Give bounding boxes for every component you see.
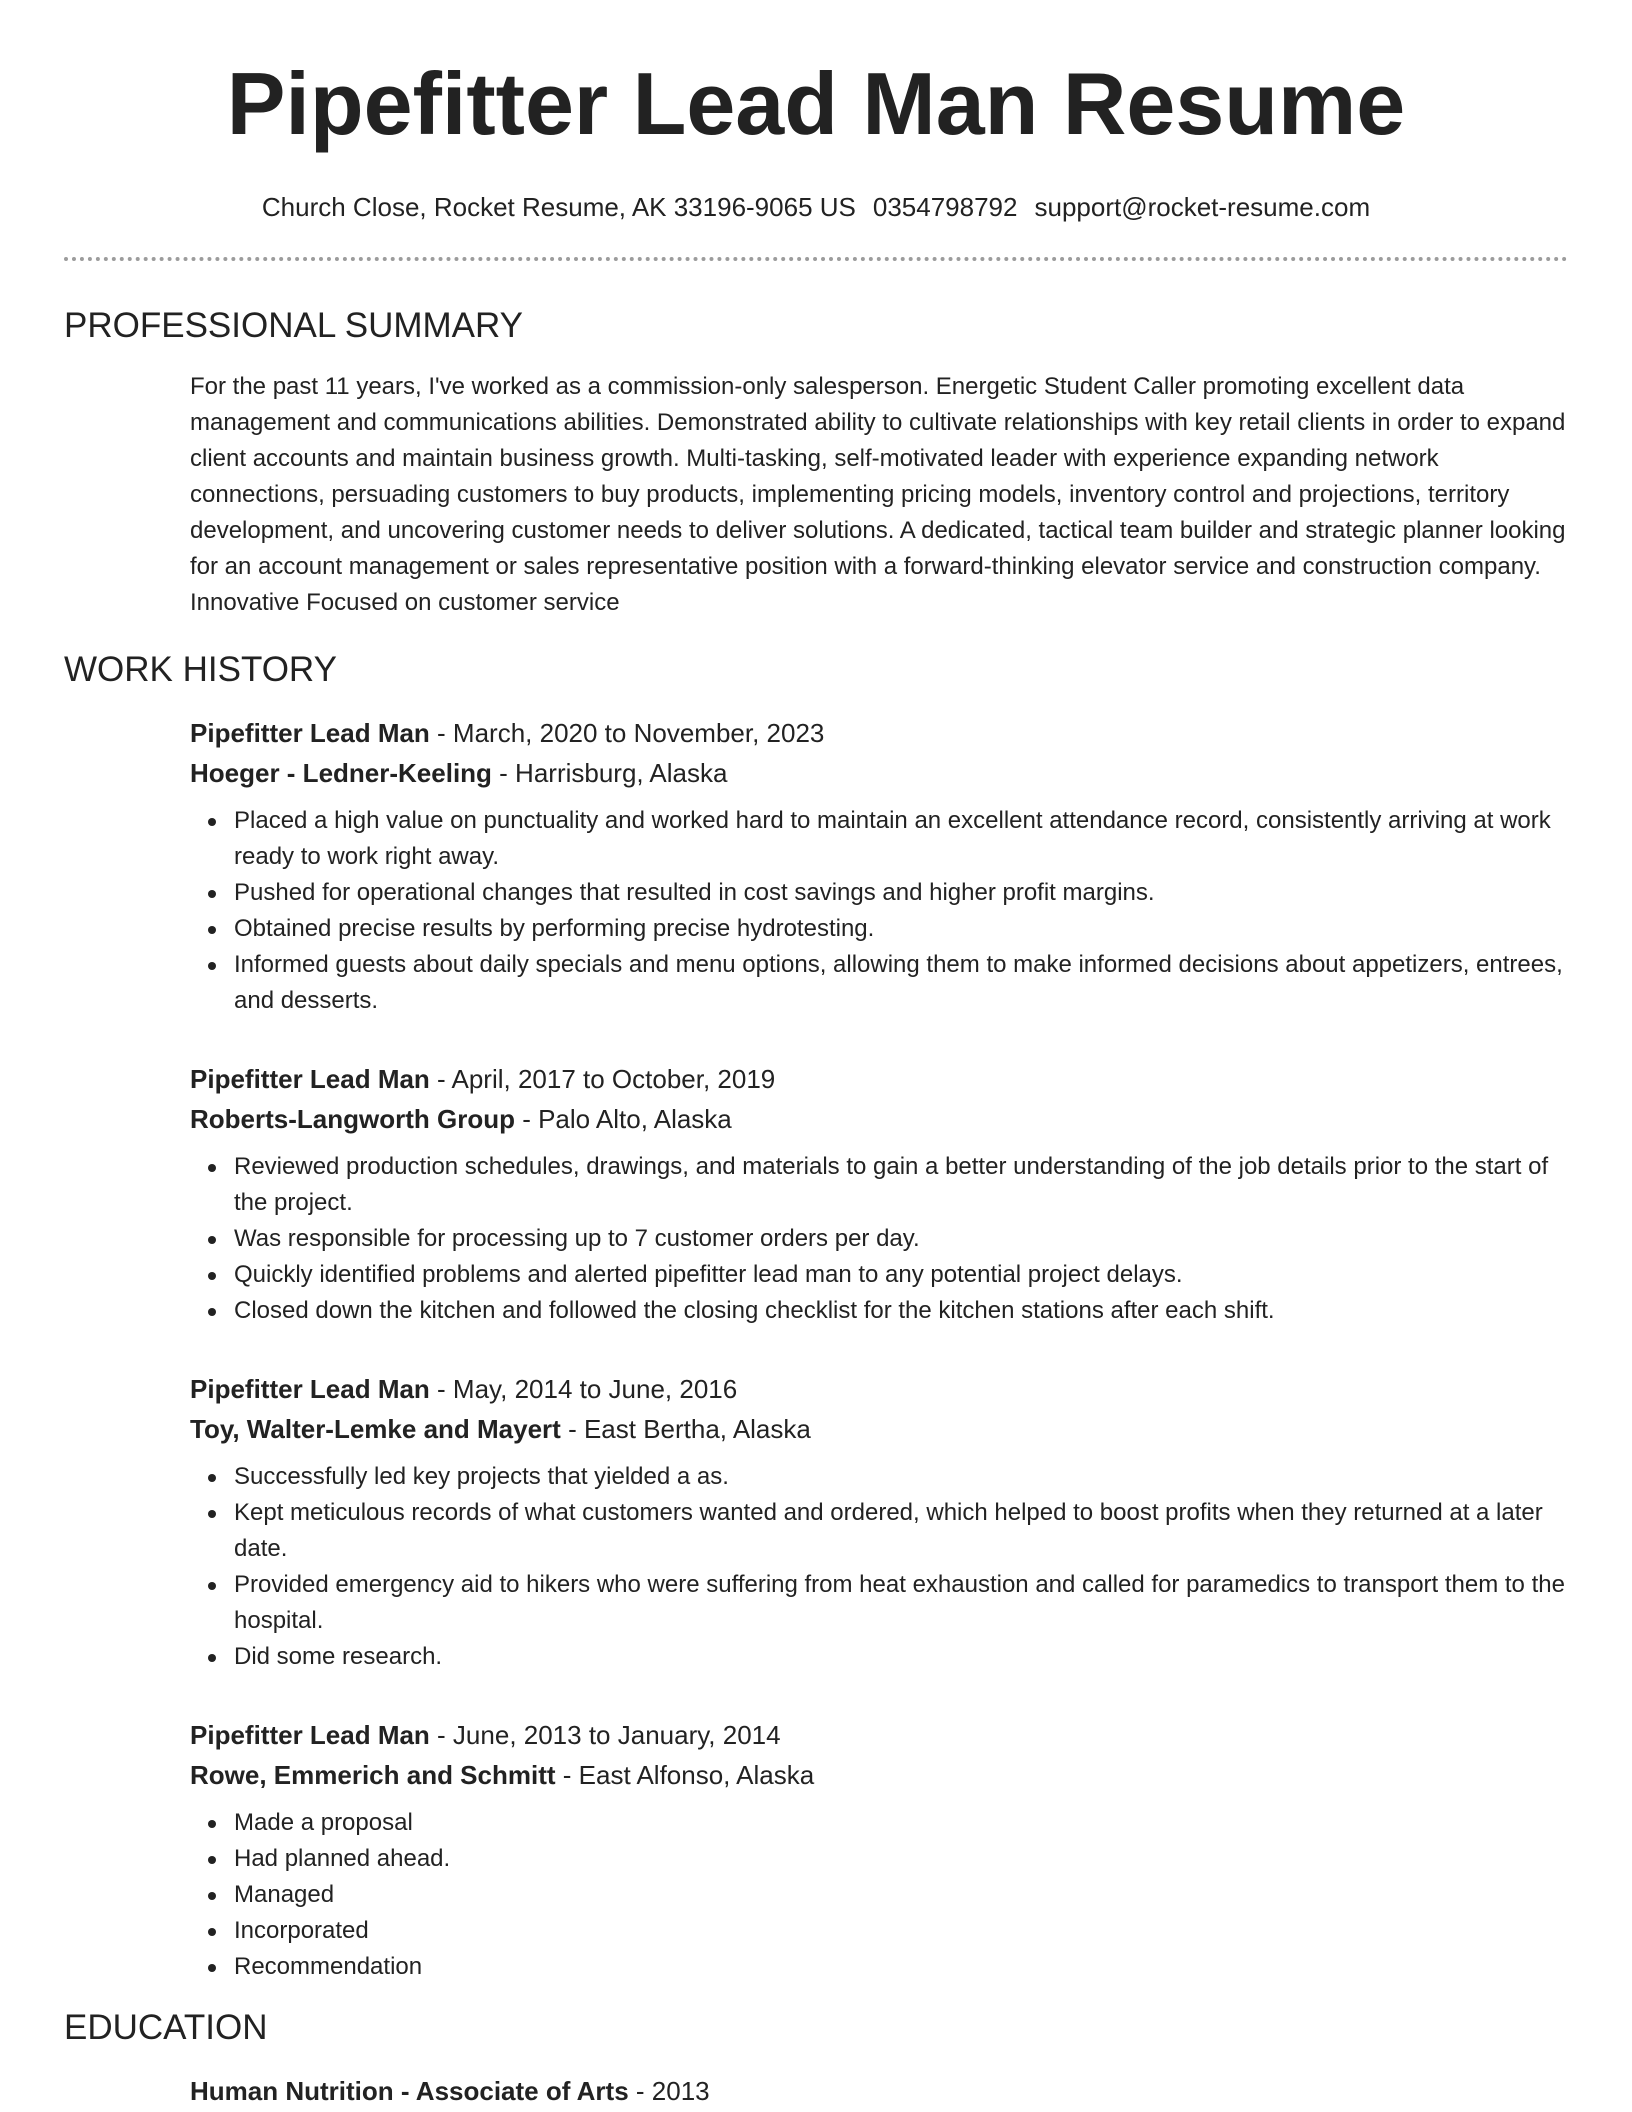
job-bullet: Incorporated [190,1913,1568,1949]
job-location: - East Alfonso, Alaska [555,1760,815,1791]
job-entry [190,1059,1568,1329]
job-dates: - June, 2013 to January, 2014 [429,1720,781,1751]
job-location: - Harrisburg, Alaska [491,758,728,789]
job-bullets [190,803,1568,1019]
work-history-heading: WORK HISTORY [64,650,337,690]
job-entry [190,1715,1568,1985]
job-bullet: Successfully led key projects that yielded a as. [190,1459,1568,1495]
job-title: Pipefitter Lead Man [190,718,430,749]
job-bullet: Did some research. [190,1639,1568,1675]
job-location: - Palo Alto, Alaska [514,1104,732,1135]
job-bullet: Quickly identified problems and alerted pipefitter lead man to any potential project delays. [190,1257,1568,1293]
contact-line [64,192,1568,223]
job-bullets [190,1149,1568,1329]
job-title-line [190,1715,1568,1755]
job-bullet: Pushed for operational changes that resulted in cost savings and higher profit margins. [190,875,1568,911]
professional-summary-section [64,305,1568,621]
header-divider [64,257,1568,261]
job-company: Rowe, Emmerich and Schmitt [190,1760,556,1791]
job-bullet: Reviewed production schedules, drawings, and materials to gain a better understanding of the job details prior to the start of the project. [190,1149,1568,1221]
job-bullet: Closed down the kitchen and followed the closing checklist for the kitchen stations after each shift. [190,1293,1568,1329]
contact-phone[interactable]: 0354798792 [872,192,1018,222]
job-company-line [190,1755,1568,1795]
job-bullet: Provided emergency aid to hikers who were suffering from heat exhaustion and called for paramedics to transport them to the hospital. [190,1567,1568,1639]
job-entry [190,1369,1568,1675]
education-section [64,2007,1568,2111]
job-company: Toy, Walter-Lemke and Mayert [190,1414,561,1445]
job-bullets [190,1459,1568,1675]
job-title: Pipefitter Lead Man [190,1374,430,1405]
job-bullet: Obtained precise results by performing precise hydrotesting. [190,911,1568,947]
job-title: Pipefitter Lead Man [190,1064,430,1095]
education-degree: Human Nutrition - Associate of Arts [190,2076,629,2107]
job-bullets [190,1805,1568,1985]
job-entry [190,713,1568,1019]
job-title-line [190,1369,1568,1409]
job-bullet: Was responsible for processing up to 7 customer orders per day. [190,1221,1568,1257]
job-bullet: Recommendation [190,1949,1568,1985]
job-dates: - May, 2014 to June, 2016 [429,1374,738,1405]
contact-email[interactable]: support@rocket-resume.com [1034,192,1371,222]
job-title-line [190,713,1568,753]
job-dates: - March, 2020 to November, 2023 [429,718,825,749]
job-title: Pipefitter Lead Man [190,1720,430,1751]
job-bullet: Made a proposal [190,1805,1568,1841]
job-bullet: Informed guests about daily specials and menu options, allowing them to make informed decisions about appetizers, entrees, and desserts. [190,947,1568,1019]
education-body [64,2071,1568,2111]
contact-address: Church Close, Rocket Resume, AK 33196-9065 US [261,192,856,222]
job-bullet: Managed [190,1877,1568,1913]
job-company: Hoeger - Ledner-Keeling [190,758,492,789]
job-bullet: Had planned ahead. [190,1841,1568,1877]
page-title: Pipefitter Lead Man Resume [226,54,1406,153]
education-entry [190,2071,1568,2111]
job-location: - East Bertha, Alaska [560,1414,811,1445]
job-bullet: Placed a high value on punctuality and worked hard to maintain an excellent attendance record, consistently arriving at work ready to work right away. [190,803,1568,875]
job-company-line [190,1409,1568,1449]
summary-text: For the past 11 years, I've worked as a commission-only salesperson. Energetic Student Caller promoting excellent data management and communications abilities. Demonstrated ability to cultivate relationships with key retail clients in order to expand client accounts and maintain business growth. Multi-tasking, self-motivated leader with experience expanding network connections, persuading customers to buy products, implementing pricing models, inventory control and projections, territory development, and uncovering customer needs to deliver solutions. A dedicated, tactical team builder and strategic planner looking for an account management or sales representative position with a forward-thinking elevator service and construction company. Innovative Focused on customer service [190,373,1566,617]
work-history-section [64,649,1568,1985]
education-year: - 2013 [628,2076,710,2107]
job-company: Roberts-Langworth Group [190,1104,515,1135]
work-history-body [64,713,1568,1985]
job-company-line [190,753,1568,793]
job-bullet: Kept meticulous records of what customers wanted and ordered, which helped to boost profits when they returned at a later date. [190,1495,1568,1567]
education-heading: EDUCATION [64,2008,268,2048]
summary-body [64,369,1568,621]
job-dates: - April, 2017 to October, 2019 [429,1064,776,1095]
job-title-line [190,1059,1568,1099]
job-company-line [190,1099,1568,1139]
summary-heading: PROFESSIONAL SUMMARY [64,306,523,346]
